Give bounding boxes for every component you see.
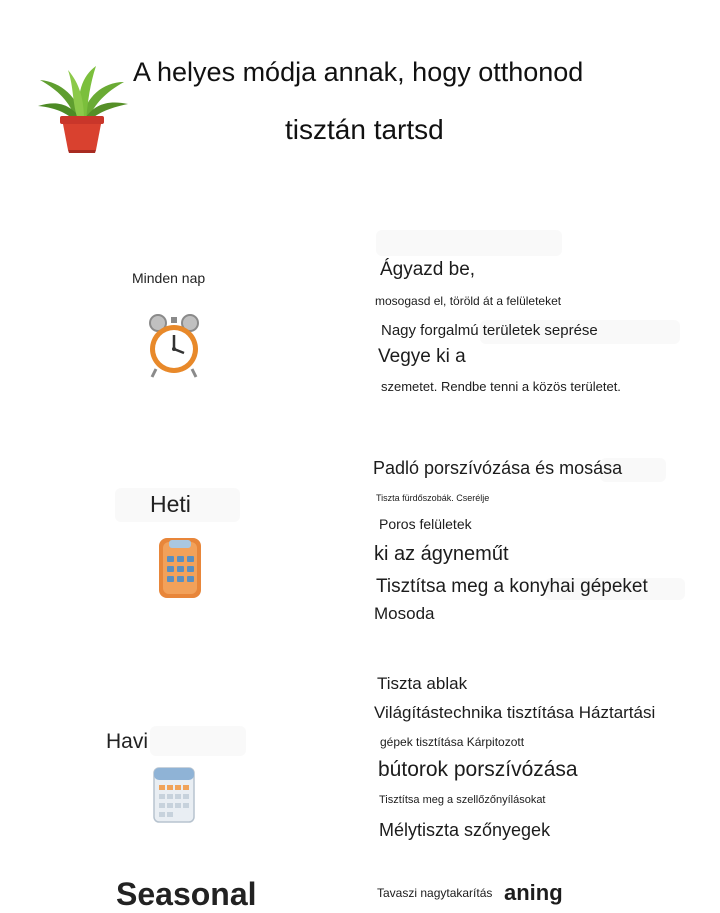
task-monthly-6: Mélytiszta szőnyegek [379, 820, 551, 840]
task-monthly-3: gépek tisztítása Kárpitozott [380, 735, 525, 749]
task-daily-5: szemetet. Rendbe tenni a közös területet. [381, 379, 621, 394]
task-seasonal-2: aning [504, 880, 563, 905]
section-label-daily: Minden nap [132, 270, 206, 286]
alarm-clock-icon [144, 313, 204, 379]
ghost-block [376, 230, 562, 256]
task-weekly-3: Poros felületek [379, 516, 472, 532]
task-weekly-6: Mosoda [374, 604, 435, 623]
task-weekly-5: Tisztítsa meg a konyhai gépeket [376, 576, 648, 597]
task-daily-4: Vegye ki a [378, 346, 466, 367]
task-monthly-1: Tiszta ablak [377, 674, 468, 693]
task-daily-1: Ágyazd be, [380, 259, 476, 280]
task-weekly-4: ki az ágyneműt [374, 543, 509, 565]
page-title-line1: A helyes módja annak, hogy otthonod [133, 57, 584, 87]
task-daily-2: mosogasd el, töröld át a felületeket [375, 294, 562, 308]
task-monthly-2: Világítástechnika tisztítása Háztartási [374, 703, 656, 722]
calendar-icon [152, 766, 196, 824]
potted-plant-icon [32, 58, 132, 158]
task-monthly-4: bútorok porszívózása [378, 758, 578, 781]
ghost-block [150, 726, 246, 756]
task-weekly-1: Padló porszívózása és mosása [373, 458, 623, 478]
page-title-line2: tisztán tartsd [285, 114, 444, 145]
task-seasonal-1: Tavaszi nagytakarítás [377, 886, 493, 900]
task-weekly-2: Tiszta fürdőszobák. Cserélje [376, 493, 490, 503]
section-label-weekly: Heti [150, 491, 191, 517]
task-monthly-5: Tisztítsa meg a szellőzőnyílásokat [379, 794, 546, 806]
calculator-icon [157, 536, 203, 600]
section-label-monthly: Havi [106, 730, 149, 753]
section-label-seasonal: Seasonal [116, 876, 257, 912]
task-daily-3: Nagy forgalmú területek seprése [381, 322, 598, 339]
